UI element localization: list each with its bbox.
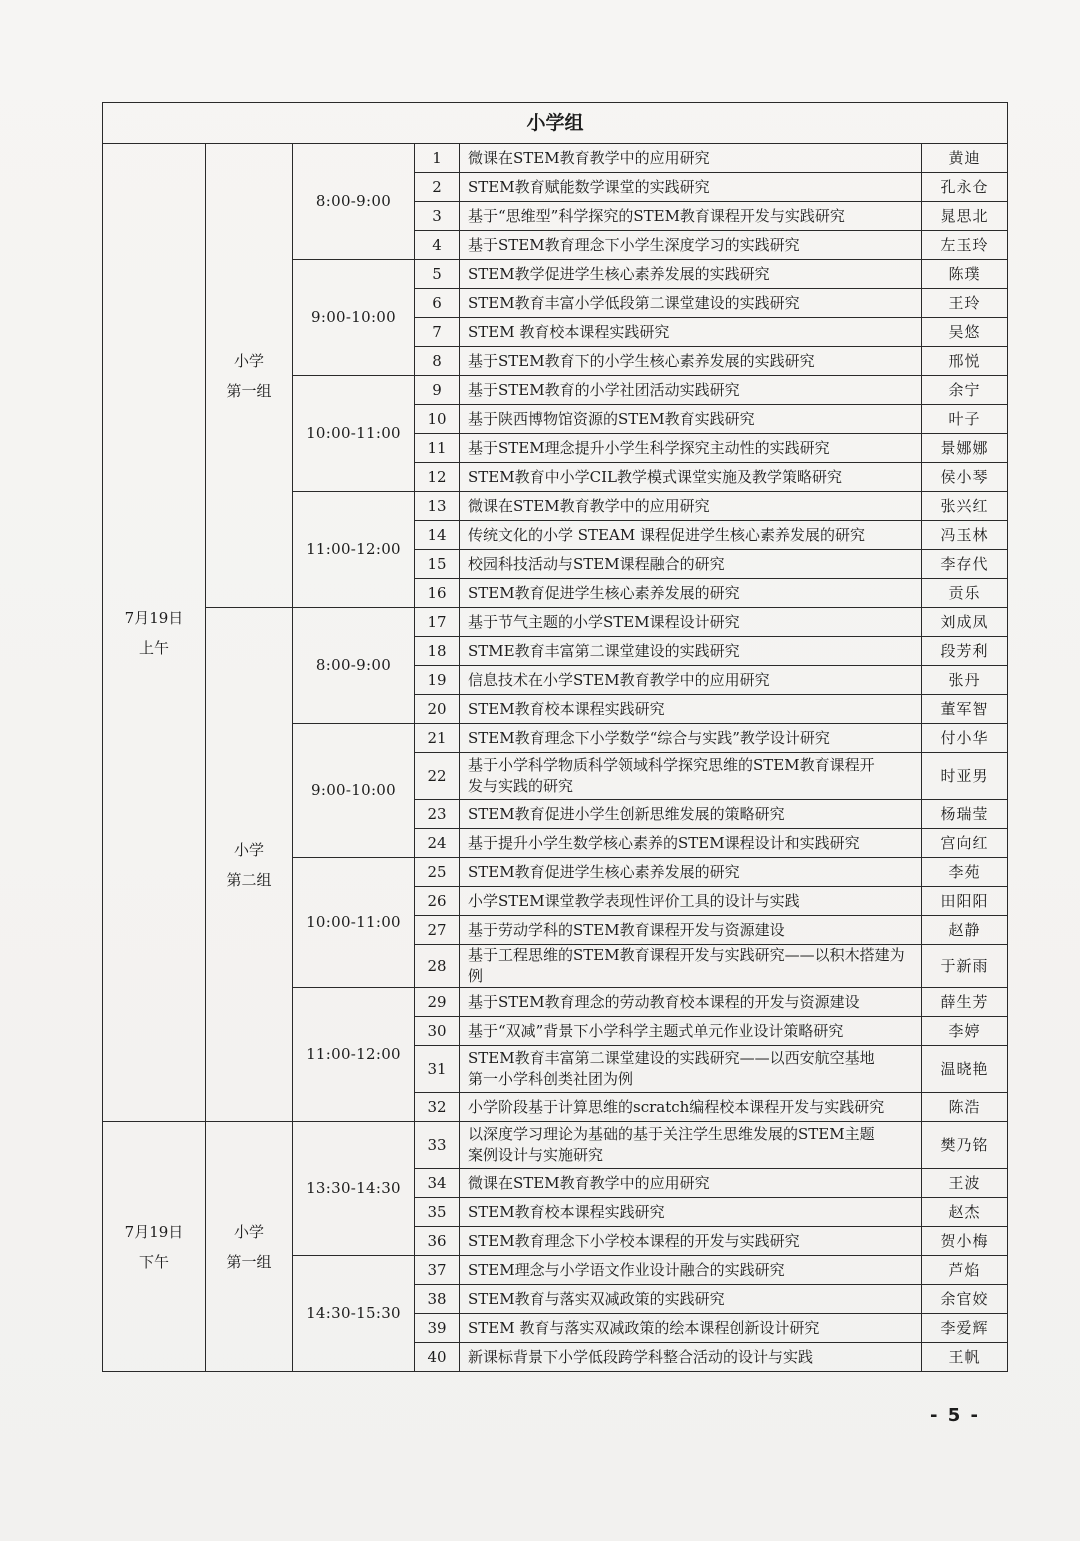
entry-number-cell: 10 [415, 405, 460, 434]
entry-author-cell: 刘成凤 [922, 608, 1008, 637]
text-line: STEM教育校本课程实践研究 [468, 699, 665, 718]
entry-number-cell: 27 [415, 916, 460, 945]
entry-number-cell: 9 [415, 376, 460, 405]
text-line: 传统文化的小学 STEAM 课程促进学生核心素养发展的研究 [468, 525, 865, 544]
entry-number-cell: 14 [415, 521, 460, 550]
entry-title-cell [460, 1093, 922, 1122]
entry-number-cell: 37 [415, 1256, 460, 1285]
entry-author-cell: 温晓艳 [922, 1046, 1008, 1093]
text-line: STEM教学促进学生核心素养发展的实践研究 [468, 264, 770, 283]
group-name-cell [206, 608, 293, 1122]
entry-number-cell: 40 [415, 1343, 460, 1372]
entry-author-cell: 赵杰 [922, 1198, 1008, 1227]
entry-title-cell [460, 318, 922, 347]
text-line: STEM理念与小学语文作业设计融合的实践研究 [468, 1260, 785, 1279]
entry-number-cell: 19 [415, 666, 460, 695]
entry-title-cell [460, 724, 922, 753]
table-title: 小学组 [103, 103, 1008, 144]
text-line: 信息技术在小学STEM教育教学中的应用研究 [468, 670, 770, 689]
text-line: 基于小学科学物质科学领域科学探究思维的STEM教育课程开 [468, 756, 875, 774]
entry-number-cell: 34 [415, 1169, 460, 1198]
entry-author-cell: 黄迪 [922, 144, 1008, 173]
entry-title-cell [460, 1227, 922, 1256]
entry-author-cell: 陈浩 [922, 1093, 1008, 1122]
entry-number-cell: 2 [415, 173, 460, 202]
text-line: STEM教育丰富小学低段第二课堂建设的实践研究 [468, 293, 800, 312]
entry-title-cell [460, 695, 922, 724]
entry-author-cell: 于新雨 [922, 945, 1008, 988]
entry-number-cell: 31 [415, 1046, 460, 1093]
entry-author-cell: 余官姣 [922, 1285, 1008, 1314]
text-line: 以深度学习理论为基础的基于关注学生思维发展的STEM主题 [468, 1125, 875, 1143]
entry-number-cell: 1 [415, 144, 460, 173]
entry-title-cell [460, 202, 922, 231]
entry-number-cell: 33 [415, 1122, 460, 1169]
text-line: STME教育丰富第二课堂建设的实践研究 [468, 641, 740, 660]
text-line: STEM教育促进小学生创新思维发展的策略研究 [468, 804, 785, 823]
time-slot-cell: 8:00-9:00 [293, 608, 415, 724]
entry-title-cell [460, 1046, 922, 1093]
text-line: 基于“思维型”科学探究的STEM教育课程开发与实践研究 [468, 206, 845, 225]
page-number: - 5 - [930, 1405, 980, 1426]
text-line: STEM教育与落实双减政策的实践研究 [468, 1289, 725, 1308]
text-line: 第一组 [226, 1252, 272, 1271]
schedule-table [102, 102, 1008, 1372]
entry-author-cell: 时亚男 [922, 753, 1008, 800]
text-line: 基于节气主题的小学STEM课程设计研究 [468, 612, 740, 631]
text-line: 小学阶段基于计算思维的scratch编程校本课程开发与实践研究 [468, 1097, 885, 1116]
text-line: 案例设计与实施研究 [468, 1146, 604, 1164]
text-line: 第一小学科创类社团为例 [468, 1070, 634, 1088]
entry-author-cell: 吴悠 [922, 318, 1008, 347]
entry-number-cell: 24 [415, 829, 460, 858]
entry-number-cell: 38 [415, 1285, 460, 1314]
entry-title-cell [460, 608, 922, 637]
entry-title-cell [460, 1198, 922, 1227]
entry-title-cell [460, 1343, 922, 1372]
entry-title-cell [460, 1285, 922, 1314]
entry-number-cell: 13 [415, 492, 460, 521]
entry-title-cell [460, 434, 922, 463]
entry-title-cell [460, 858, 922, 887]
text-line: 基于陕西博物馆资源的STEM教育实践研究 [468, 409, 755, 428]
text-line: 微课在STEM教育教学中的应用研究 [468, 148, 710, 167]
entry-author-cell: 贡乐 [922, 579, 1008, 608]
time-slot-cell: 9:00-10:00 [293, 260, 415, 376]
text-line: 基于劳动学科的STEM教育课程开发与资源建设 [468, 920, 785, 939]
entry-author-cell: 薛生芳 [922, 988, 1008, 1017]
entry-title-cell [460, 1256, 922, 1285]
text-line: STEM教育促进学生核心素养发展的研究 [468, 583, 740, 602]
text-line: 7月19日 [124, 1222, 184, 1241]
text-line: 7月19日 [124, 608, 184, 627]
time-slot-cell: 10:00-11:00 [293, 376, 415, 492]
entry-author-cell: 樊乃铭 [922, 1122, 1008, 1169]
text-line: STEM教育理念下小学校本课程的开发与实践研究 [468, 1231, 800, 1250]
group-name-cell [206, 144, 293, 608]
entry-number-cell: 32 [415, 1093, 460, 1122]
entry-title-cell [460, 945, 922, 988]
entry-title-cell [460, 173, 922, 202]
entry-author-cell: 段芳利 [922, 637, 1008, 666]
text-line: STEM教育丰富第二课堂建设的实践研究——以西安航空基地 [468, 1049, 875, 1067]
time-slot-cell: 14:30-15:30 [293, 1256, 415, 1372]
entry-number-cell: 3 [415, 202, 460, 231]
text-line: 微课在STEM教育教学中的应用研究 [468, 496, 710, 515]
entry-author-cell: 王帆 [922, 1343, 1008, 1372]
entry-number-cell: 20 [415, 695, 460, 724]
entry-number-cell: 8 [415, 347, 460, 376]
table-row [103, 1122, 1008, 1169]
text-line: 基于提升小学生数学核心素养的STEM课程设计和实践研究 [468, 833, 860, 852]
text-line: 基于STEM理念提升小学生科学探究主动性的实践研究 [468, 438, 830, 457]
entry-title-cell [460, 829, 922, 858]
entry-author-cell: 晁思北 [922, 202, 1008, 231]
text-line: 小学 [233, 1222, 264, 1241]
text-line: 基于STEM教育下的小学生核心素养发展的实践研究 [468, 351, 815, 370]
text-line: 下午 [138, 1252, 169, 1271]
group-name-cell [206, 1122, 293, 1372]
entry-number-cell: 5 [415, 260, 460, 289]
entry-author-cell: 李存代 [922, 550, 1008, 579]
text-line: STEM 教育校本课程实践研究 [468, 322, 670, 341]
entry-author-cell: 张丹 [922, 666, 1008, 695]
entry-number-cell: 35 [415, 1198, 460, 1227]
entry-number-cell: 6 [415, 289, 460, 318]
entry-title-cell [460, 492, 922, 521]
entry-number-cell: 7 [415, 318, 460, 347]
entry-number-cell: 23 [415, 800, 460, 829]
entry-author-cell: 陈璞 [922, 260, 1008, 289]
time-slot-cell: 8:00-9:00 [293, 144, 415, 260]
entry-author-cell: 孔永仓 [922, 173, 1008, 202]
entry-number-cell: 11 [415, 434, 460, 463]
text-line: STEM教育中小学CIL教学模式课堂实施及教学策略研究 [468, 467, 842, 486]
entry-author-cell: 冯玉林 [922, 521, 1008, 550]
text-line: 上午 [138, 638, 169, 657]
entry-author-cell: 李苑 [922, 858, 1008, 887]
entry-number-cell: 16 [415, 579, 460, 608]
entry-title-cell [460, 260, 922, 289]
entry-title-cell [460, 887, 922, 916]
text-line: STEM教育赋能数学课堂的实践研究 [468, 177, 710, 196]
entry-author-cell: 叶子 [922, 405, 1008, 434]
entry-title-cell [460, 916, 922, 945]
entry-title-cell [460, 1169, 922, 1198]
text-line: 基于STEM教育理念的劳动教育校本课程的开发与资源建设 [468, 992, 860, 1011]
entry-title-cell [460, 1017, 922, 1046]
entry-title-cell [460, 666, 922, 695]
text-line: STEM教育促进学生核心素养发展的研究 [468, 862, 740, 881]
entry-title-cell [460, 144, 922, 173]
entry-author-cell: 芦焰 [922, 1256, 1008, 1285]
entry-author-cell: 宫向红 [922, 829, 1008, 858]
text-line: 基于“双减”背景下小学科学主题式单元作业设计策略研究 [468, 1021, 844, 1040]
time-slot-cell: 10:00-11:00 [293, 858, 415, 988]
text-line: 基于STEM教育的小学社团活动实践研究 [468, 380, 740, 399]
entry-author-cell: 赵静 [922, 916, 1008, 945]
entry-author-cell: 董军智 [922, 695, 1008, 724]
text-line: 发与实践的研究 [468, 777, 574, 795]
entry-title-cell [460, 376, 922, 405]
text-line: 基于工程思维的STEM教育课程开发与实践研究——以积木搭建为例 [468, 946, 905, 985]
table-row [103, 608, 1008, 637]
entry-title-cell [460, 521, 922, 550]
time-slot-cell: 13:30-14:30 [293, 1122, 415, 1256]
entry-title-cell [460, 753, 922, 800]
entry-author-cell: 左玉玲 [922, 231, 1008, 260]
text-line: 小学 [233, 840, 264, 859]
entry-number-cell: 36 [415, 1227, 460, 1256]
entry-title-cell [460, 550, 922, 579]
entry-author-cell: 王玲 [922, 289, 1008, 318]
entry-number-cell: 15 [415, 550, 460, 579]
entry-number-cell: 39 [415, 1314, 460, 1343]
table-row [103, 144, 1008, 173]
entry-author-cell: 张兴红 [922, 492, 1008, 521]
entry-title-cell [460, 405, 922, 434]
entry-author-cell: 侯小琴 [922, 463, 1008, 492]
text-line: 小学 [233, 351, 264, 370]
entry-number-cell: 12 [415, 463, 460, 492]
entry-number-cell: 17 [415, 608, 460, 637]
text-line: 小学STEM课堂教学表现性评价工具的设计与实践 [468, 891, 800, 910]
entry-title-cell [460, 231, 922, 260]
entry-number-cell: 22 [415, 753, 460, 800]
entry-title-cell [460, 289, 922, 318]
text-line: 微课在STEM教育教学中的应用研究 [468, 1173, 710, 1192]
time-slot-cell: 11:00-12:00 [293, 988, 415, 1122]
text-line: 校园科技活动与STEM课程融合的研究 [468, 554, 725, 573]
text-line: 新课标背景下小学低段跨学科整合活动的设计与实践 [468, 1347, 814, 1366]
entry-number-cell: 26 [415, 887, 460, 916]
entry-title-cell [460, 1314, 922, 1343]
entry-author-cell: 杨瑞莹 [922, 800, 1008, 829]
entry-number-cell: 18 [415, 637, 460, 666]
entry-number-cell: 29 [415, 988, 460, 1017]
time-slot-cell: 11:00-12:00 [293, 492, 415, 608]
entry-author-cell: 田阳阳 [922, 887, 1008, 916]
entry-author-cell: 付小华 [922, 724, 1008, 753]
text-line: 第一组 [226, 381, 272, 400]
entry-number-cell: 30 [415, 1017, 460, 1046]
entry-author-cell: 景娜娜 [922, 434, 1008, 463]
entry-title-cell [460, 579, 922, 608]
entry-author-cell: 李婷 [922, 1017, 1008, 1046]
entry-title-cell [460, 1122, 922, 1169]
entry-number-cell: 4 [415, 231, 460, 260]
time-slot-cell: 9:00-10:00 [293, 724, 415, 858]
entry-number-cell: 28 [415, 945, 460, 988]
entry-title-cell [460, 988, 922, 1017]
entry-author-cell: 余宁 [922, 376, 1008, 405]
entry-number-cell: 25 [415, 858, 460, 887]
text-line: STEM教育理念下小学数学“综合与实践”教学设计研究 [468, 728, 830, 747]
entry-author-cell: 李爱辉 [922, 1314, 1008, 1343]
session-date-cell [103, 144, 206, 1122]
entry-author-cell: 王波 [922, 1169, 1008, 1198]
entry-title-cell [460, 463, 922, 492]
entry-author-cell: 邢悦 [922, 347, 1008, 376]
text-line: 基于STEM教育理念下小学生深度学习的实践研究 [468, 235, 800, 254]
session-date-cell [103, 1122, 206, 1372]
entry-title-cell [460, 800, 922, 829]
text-line: STEM 教育与落实双减政策的绘本课程创新设计研究 [468, 1318, 820, 1337]
text-line: 第二组 [226, 870, 272, 889]
entry-title-cell [460, 347, 922, 376]
entry-author-cell: 贺小梅 [922, 1227, 1008, 1256]
entry-number-cell: 21 [415, 724, 460, 753]
text-line: STEM教育校本课程实践研究 [468, 1202, 665, 1221]
entry-title-cell [460, 637, 922, 666]
